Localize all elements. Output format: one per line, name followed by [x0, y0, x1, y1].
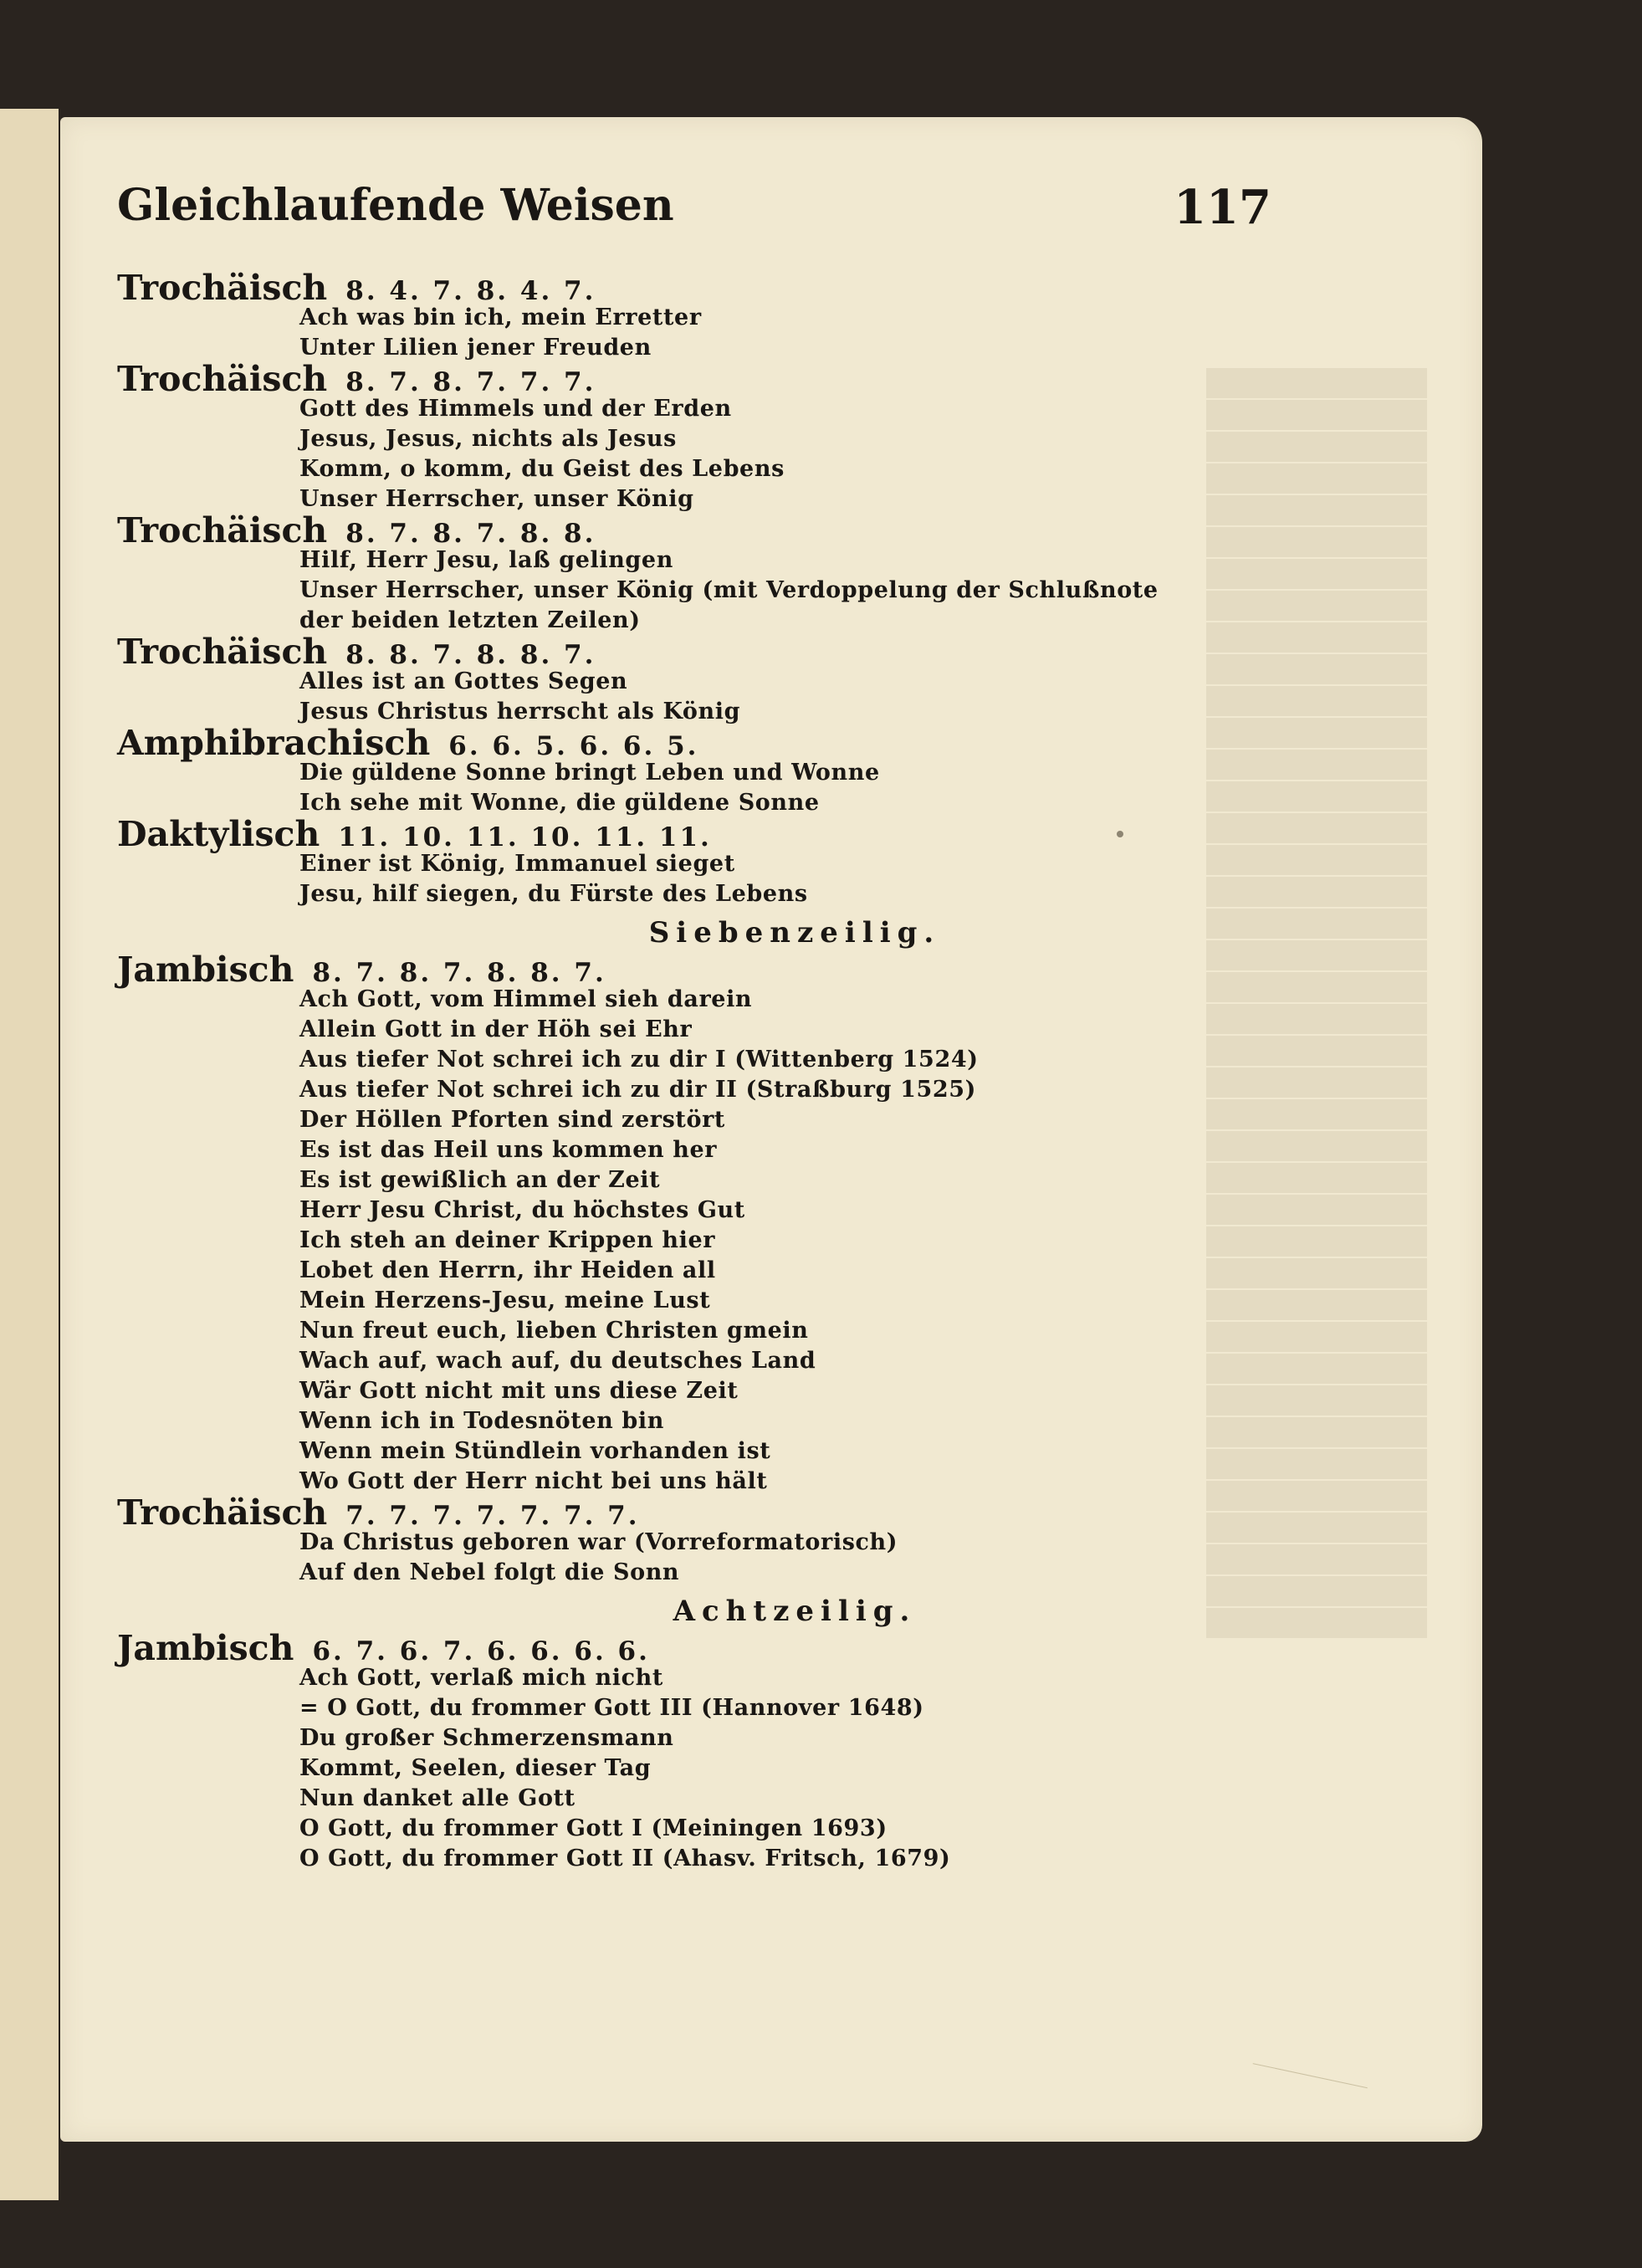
meter-heading [117, 510, 1305, 550]
hymn-title: Alles ist an Gottes Segen [299, 668, 628, 694]
meter-pattern: 8. 7. 8. 7. 8. 8. [345, 519, 596, 549]
meter-name: Amphibrachisch [117, 723, 431, 763]
hymn-title: Komm, o komm, du Geist des Lebens [299, 456, 785, 482]
hymn-title: Nun danket alle Gott [299, 1785, 575, 1811]
hymn-title: Herr Jesu Christ, du höchstes Gut [299, 1197, 745, 1223]
hymn-title: Wenn mein Stündlein vorhanden ist [299, 1438, 771, 1464]
hymn-title: Unser Herrscher, unser König (mit Verdoppelung der Schlußnote [299, 577, 1159, 603]
hymn-title: Allein Gott in der Höh sei Ehr [299, 1016, 693, 1042]
meter-pattern: 11. 10. 11. 10. 11. 11. [338, 822, 712, 852]
hymn-title: Da Christus geboren war (Vorreformatorisch) [299, 1529, 898, 1555]
hymn-title: Ich sehe mit Wonne, die güldene Sonne [299, 790, 820, 816]
hymn-title: Aus tiefer Not schrei ich zu dir I (Wittenberg 1524) [299, 1047, 979, 1073]
hymn-index [117, 268, 1305, 1874]
hymn-title: Wär Gott nicht mit uns diese Zeit [299, 1378, 739, 1404]
hymn-title: Es ist das Heil uns kommen her [299, 1137, 718, 1163]
section-title: Siebenzeilig. [648, 916, 941, 950]
meter-name: Jambisch [117, 950, 294, 990]
meter-heading [117, 1628, 1305, 1668]
meter-heading [117, 723, 1305, 763]
meter-pattern: 7. 7. 7. 7. 7. 7. 7. [345, 1501, 640, 1531]
hymn-title: Mein Herzens-Jesu, meine Lust [299, 1288, 711, 1313]
meter-heading [117, 632, 1305, 672]
hymn-title: Nun freut euch, lieben Christen gmein [299, 1318, 809, 1344]
meter-heading [117, 268, 1305, 308]
meter-pattern: 6. 7. 6. 7. 6. 6. 6. 6. [312, 1636, 650, 1666]
hymn-title: = O Gott, du frommer Gott III (Hannover 1648) [299, 1695, 924, 1721]
hymn-title: O Gott, du frommer Gott I (Meiningen 1693) [299, 1815, 887, 1841]
hymn-title: Jesus Christus herrscht als König [299, 699, 741, 724]
meter-name: Jambisch [117, 1628, 294, 1668]
page-header [117, 180, 1271, 247]
hymn-title: Gott des Himmels und der Erden [299, 396, 732, 422]
hymn-title: Ach was bin ich, mein Erretter [299, 305, 702, 330]
hymn-title: Auf den Nebel folgt die Sonn [299, 1559, 680, 1585]
hymn-title: Wach auf, wach auf, du deutsches Land [299, 1348, 816, 1374]
meter-heading [117, 950, 1305, 990]
hymn-title: der beiden letzten Zeilen) [299, 607, 641, 633]
hymn-title: Es ist gewißlich an der Zeit [299, 1167, 661, 1193]
page-title: Gleichlaufende Weisen [117, 180, 674, 231]
meter-name: Trochäisch [117, 632, 328, 672]
meter-name: Trochäisch [117, 268, 328, 308]
hymn-title: Unter Lilien jener Freuden [299, 335, 652, 361]
meter-name: Trochäisch [117, 359, 328, 399]
meter-heading [117, 359, 1305, 399]
hymn-title: O Gott, du frommer Gott II (Ahasv. Fritsch, 1679) [299, 1846, 951, 1871]
meter-name: Daktylisch [117, 814, 320, 854]
hymn-title: Lobet den Herrn, ihr Heiden all [299, 1257, 716, 1283]
meter-pattern: 8. 7. 8. 7. 7. 7. [345, 367, 596, 397]
meter-heading [117, 1492, 1305, 1533]
hymn-title: Wo Gott der Herr nicht bei uns hält [299, 1468, 768, 1494]
meter-pattern: 8. 4. 7. 8. 4. 7. [345, 276, 596, 306]
page-number: 117 [1174, 180, 1271, 235]
hymn-title: Der Höllen Pforten sind zerstört [299, 1107, 725, 1133]
ink-spot [1117, 831, 1123, 837]
hymn-title: Jesu, hilf siegen, du Fürste des Lebens [299, 881, 808, 907]
meter-pattern: 8. 8. 7. 8. 8. 7. [345, 640, 596, 670]
hymn-title: Kommt, Seelen, dieser Tag [299, 1755, 652, 1781]
meter-pattern: 8. 7. 8. 7. 8. 8. 7. [312, 958, 606, 988]
hymn-title: Die güldene Sonne bringt Leben und Wonne [299, 760, 880, 786]
hymn-title: Einer ist König, Immanuel sieget [299, 851, 735, 877]
hymn-title: Unser Herrscher, unser König [299, 486, 694, 512]
meter-name: Trochäisch [117, 510, 328, 550]
hymn-title: Wenn ich in Todesnöten bin [299, 1408, 664, 1434]
hymn-title: Ach Gott, verlaß mich nicht [299, 1665, 663, 1691]
section-title: Achtzeilig. [673, 1595, 917, 1628]
left-page-edge [0, 109, 59, 2200]
hymn-title: Hilf, Herr Jesu, laß gelingen [299, 547, 673, 573]
hymn-title: Ich steh an deiner Krippen hier [299, 1227, 716, 1253]
hymn-title: Du großer Schmerzensmann [299, 1725, 674, 1751]
meter-heading [117, 814, 1305, 854]
hymn-title: Aus tiefer Not schrei ich zu dir II (Straßburg 1525) [299, 1077, 977, 1103]
hymn-title: Jesus, Jesus, nichts als Jesus [299, 426, 677, 452]
meter-name: Trochäisch [117, 1492, 328, 1533]
hymn-title: Ach Gott, vom Himmel sieh darein [299, 986, 753, 1012]
meter-pattern: 6. 6. 5. 6. 6. 5. [448, 731, 699, 761]
